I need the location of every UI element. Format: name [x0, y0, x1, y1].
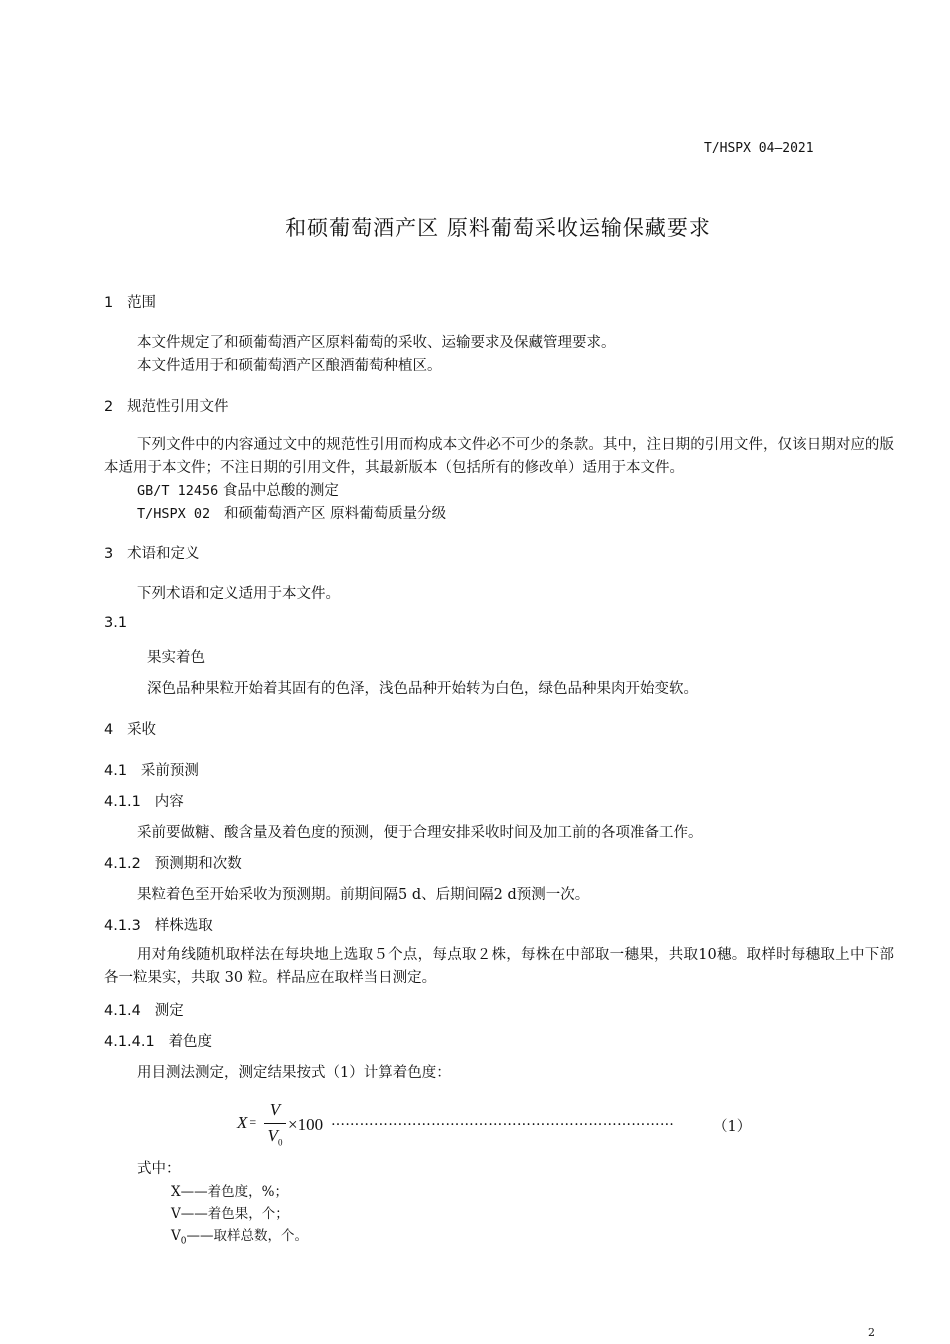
section-number: 1 [104, 295, 114, 311]
reference-title: 食品中总酸的测定 [222, 483, 339, 499]
section-title: 着色度 [168, 1034, 213, 1050]
section-title: 范围 [127, 295, 157, 311]
section-number: 4.1.4.1 [104, 1034, 155, 1050]
section-title: 采收 [127, 722, 157, 738]
reference-1 [137, 479, 339, 500]
standard-id: T/HSPX 04—2021 [704, 141, 814, 156]
where-definition-v0: $V_0——$取样总数，个。 [171, 1228, 308, 1247]
reference-code: GB/T 12456 [137, 483, 219, 499]
section-title: 术语和定义 [127, 546, 200, 562]
term-definition: 深色品种果粒开始着其固有的色泽，浅色品种开始转为白色，绿色品种果肉开始变软。 [147, 681, 698, 697]
section-number: 4 [104, 722, 114, 738]
section-4-1-heading [104, 759, 199, 780]
section-4-1-1-text: 采前要做糖、酸含量及着色度的预测，便于合理安排采收时间及加工前的各项准备工作。 [137, 825, 703, 841]
formula-number: （1） [713, 1119, 752, 1135]
section-4-1-4-1-heading [104, 1030, 212, 1051]
section-title: 预测期和次数 [154, 856, 242, 872]
section-4-1-1-heading [104, 790, 184, 811]
section-4-1-3-heading [104, 914, 213, 935]
section-1-heading [104, 291, 156, 312]
section-title: 采前预测 [140, 763, 199, 779]
formula-fraction [263, 1100, 287, 1147]
formula-lhs [237, 1113, 256, 1133]
formula-variable-x: X [237, 1113, 248, 1132]
section-3-heading [104, 542, 200, 563]
reference-2 [137, 502, 446, 523]
section-number: 2 [104, 399, 114, 415]
section-4-1-2-heading [104, 852, 242, 873]
formula-equals: = [249, 1115, 257, 1129]
section-number: 4.1.4 [104, 1003, 141, 1019]
reference-title: 和硕葡萄酒产区 原料葡萄质量分级 [223, 506, 447, 522]
where-label: 式中： [137, 1161, 181, 1177]
section-2-intro-paragraph: 下列文件中的内容通过文中的规范性引用而构成本文件必不可少的条款。其中，注日期的引用文件，仅该日期对应的版本适用于本文件；不注日期的引用文件，其最新版本（包括所有的修改单）适用于本文件。 [104, 437, 894, 476]
section-number: 4.1 [104, 763, 128, 779]
section-number: 4.1.3 [104, 918, 141, 934]
section-2-heading [104, 395, 229, 416]
section-4-1-2-text: 果粒着色至开始采收为预测期。前期间隔5 d、后期间隔2 d预测一次。 [137, 887, 590, 903]
formula-times-100: ×100 [288, 1115, 324, 1134]
formula-leader-dots: ……………………………………………………………… [331, 1113, 675, 1129]
section-number: 3 [104, 546, 114, 562]
where-definition-v: V——着色果，个； [171, 1206, 289, 1222]
where-definition-x: X——着色度，%； [171, 1184, 288, 1200]
section-4-1-4-heading [104, 999, 184, 1020]
section-4-1-3-text: 用对角线随机取样法在每块地上选取５个点，每点取２株，每株在中部取一穗果，共取10穗。取样时每穗取上中下部各一粒果实，共取 30 粒。样品应在取样当日测定。 [104, 947, 894, 986]
fraction-bar [264, 1123, 286, 1124]
section-1-para-2: 本文件适用于和硕葡萄酒产区酿酒葡萄种植区。 [137, 358, 442, 374]
section-4-heading [104, 718, 156, 739]
section-4-1-4-1-text: 用目测法测定，测定结果按式（1）计算着色度： [137, 1065, 451, 1081]
term-name: 果实着色 [147, 650, 205, 666]
formula-numerator: V [269, 1100, 281, 1119]
section-title: 测定 [154, 1003, 184, 1019]
section-3-para-1: 下列术语和定义适用于本文件。 [137, 586, 340, 602]
section-number: 4.1.1 [104, 794, 141, 810]
section-title: 规范性引用文件 [127, 399, 229, 415]
reference-code: T/HSPX 02 [137, 506, 211, 522]
page-number: 2 [868, 1326, 875, 1339]
section-title: 样株选取 [154, 918, 213, 934]
section-title: 内容 [154, 794, 184, 810]
section-number: 4.1.2 [104, 856, 141, 872]
section-1-para-1: 本文件规定了和硕葡萄酒产区原料葡萄的采收、运输要求及保藏管理要求。 [137, 335, 616, 351]
term-number: 3.1 [104, 615, 128, 631]
formula-denominator: $V_0$ [267, 1126, 283, 1148]
document-title: 和硕葡萄酒产区 原料葡萄采收运输保藏要求 [285, 216, 711, 240]
